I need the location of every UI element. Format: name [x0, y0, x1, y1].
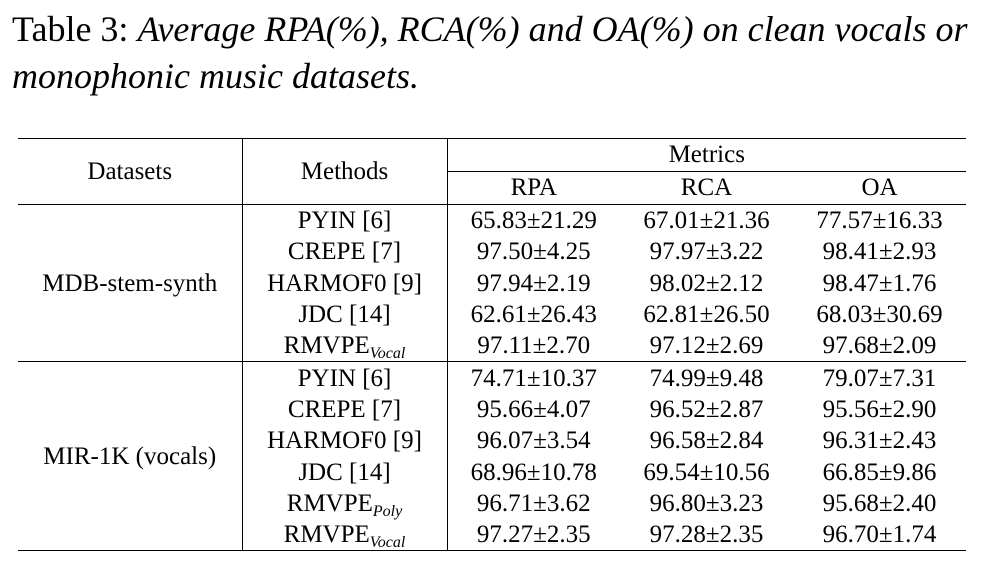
oa-cell: 79.07±7.31 [822, 364, 937, 392]
rca-cell: 69.54±10.56 [643, 458, 770, 486]
method-subscript: Vocal [369, 534, 406, 552]
rpa-cell: 65.83±21.29 [470, 207, 597, 235]
method-cell [242, 299, 447, 330]
rca-cell: 97.28±2.35 [649, 521, 764, 549]
oa-cell: 68.03±30.69 [816, 301, 943, 329]
rca-cell: 67.01±21.36 [643, 207, 770, 235]
header-metrics: Metrics [447, 139, 966, 172]
method-cell [242, 268, 447, 299]
table-row [18, 362, 966, 394]
rpa-cell: 97.27±2.35 [476, 521, 591, 549]
oa-cell: 98.41±2.93 [822, 238, 937, 266]
rpa-cell: 97.94±2.19 [476, 269, 591, 297]
method-cell [242, 236, 447, 267]
method-cell [242, 394, 447, 425]
method-name: JDC [14] [298, 301, 391, 329]
header-rca: RCA [680, 174, 733, 201]
oa-cell: 66.85±9.86 [822, 458, 937, 486]
oa-cell: 97.68±2.09 [822, 332, 937, 360]
method-cell [242, 205, 447, 237]
table-row [18, 205, 966, 237]
method-name: HARMOF0 [9] [267, 269, 422, 297]
rpa-cell: 74.71±10.37 [470, 364, 597, 392]
method-cell [242, 362, 447, 394]
method-name: RMVPE [286, 489, 373, 517]
results-table [18, 138, 966, 551]
table-header [18, 139, 966, 205]
oa-cell: 77.57±16.33 [816, 207, 943, 235]
method-name: RMVPE [283, 332, 370, 360]
method-name: JDC [14] [298, 458, 391, 486]
method-name: PYIN [6] [297, 207, 392, 235]
rca-cell: 97.12±2.69 [649, 332, 764, 360]
method-cell [242, 488, 447, 519]
header-datasets: Datasets [18, 139, 242, 205]
oa-cell: 96.31±2.43 [822, 427, 937, 455]
dataset-cell: MDB-stem-synth [18, 205, 242, 362]
rca-cell: 97.97±3.22 [649, 238, 764, 266]
method-name: CREPE [7] [287, 238, 402, 266]
oa-cell: 98.47±1.76 [822, 269, 937, 297]
rca-cell: 96.80±3.23 [649, 489, 764, 517]
rpa-cell: 68.96±10.78 [470, 458, 597, 486]
header-rpa: RPA [510, 174, 557, 201]
rpa-cell: 95.66±4.07 [476, 395, 591, 423]
rca-cell: 62.81±26.50 [643, 301, 770, 329]
method-name: HARMOF0 [9] [267, 427, 422, 455]
caption-label: Table 3: [12, 9, 129, 49]
rca-cell: 96.58±2.84 [649, 427, 764, 455]
method-cell [242, 519, 447, 551]
oa-cell: 96.70±1.74 [822, 521, 937, 549]
header-methods: Methods [242, 139, 447, 205]
method-cell [242, 330, 447, 362]
method-subscript: Poly [372, 502, 403, 520]
rca-cell: 96.52±2.87 [649, 395, 764, 423]
header-oa: OA [861, 174, 898, 201]
table-body [18, 205, 966, 551]
method-name: CREPE [7] [287, 395, 402, 423]
rpa-cell: 96.71±3.62 [476, 489, 591, 517]
rpa-cell: 97.50±4.25 [476, 238, 591, 266]
oa-cell: 95.56±2.90 [822, 395, 937, 423]
caption-text: Average RPA(%), RCA(%) and OA(%) on clean vocals or monophonic music datasets. [12, 9, 968, 96]
method-cell [242, 456, 447, 487]
rpa-cell: 96.07±3.54 [476, 427, 591, 455]
rpa-cell: 97.11±2.70 [477, 332, 591, 360]
method-name: RMVPE [283, 521, 370, 549]
method-subscript: Vocal [369, 345, 406, 363]
table-caption [12, 6, 982, 100]
method-cell [242, 425, 447, 456]
rca-cell: 98.02±2.12 [649, 269, 764, 297]
method-name: PYIN [6] [297, 364, 392, 392]
oa-cell: 95.68±2.40 [822, 489, 937, 517]
rca-cell: 74.99±9.48 [649, 364, 764, 392]
dataset-cell: MIR-1K (vocals) [18, 362, 242, 551]
rpa-cell: 62.61±26.43 [470, 301, 597, 329]
